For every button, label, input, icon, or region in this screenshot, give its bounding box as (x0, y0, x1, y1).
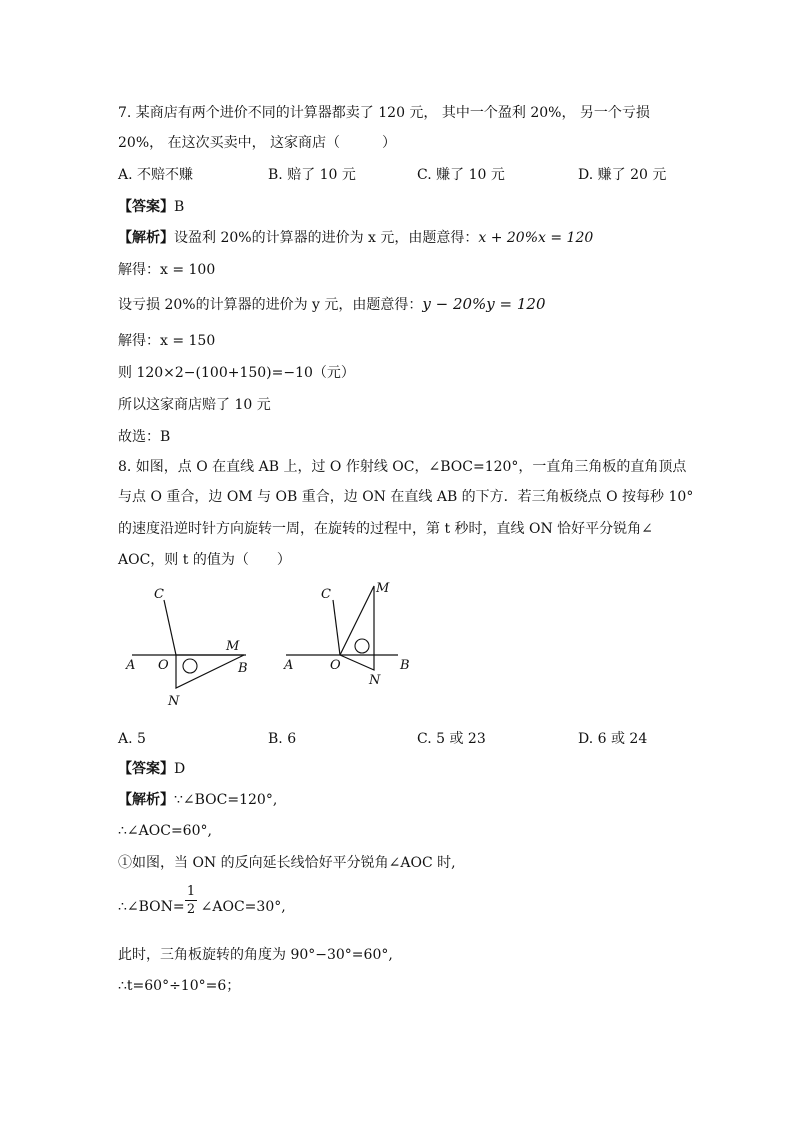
equation: y − 20%y = 120 (422, 295, 546, 313)
answer-value: D (174, 761, 186, 777)
label-b: B (238, 661, 248, 676)
q7-option-c: C. 赚了 10 元 (417, 167, 505, 183)
answer-value: B (174, 199, 185, 215)
q8-option-b: B. 6 (268, 731, 297, 747)
answer-label: 【答案】 (118, 761, 174, 777)
q8-answer (118, 760, 185, 778)
q8-analysis-line3: ①如图，当 ON 的反向延长线恰好平分锐角∠AOC 时, (118, 855, 456, 871)
q7-analysis-line1 (118, 229, 593, 247)
answer-label: 【答案】 (118, 199, 174, 215)
fraction (185, 884, 197, 917)
q7-answer (118, 198, 184, 216)
label-b: B (400, 658, 410, 673)
label-a: A (126, 658, 136, 673)
label-a: A (284, 658, 294, 673)
label-c: C (154, 587, 164, 602)
q7-analysis-line5: 则 120×2−(100+150)=−10（元） (118, 365, 355, 381)
q7-analysis-line2: 解得：x = 100 (118, 262, 216, 278)
label-o: O (330, 658, 341, 673)
q7-option-a: A. 不赔不赚 (118, 167, 194, 183)
analysis-text: 设盈利 20%的计算器的进价为 x 元，由题意得： (174, 230, 479, 246)
analysis-text: ∴∠BON= (118, 899, 185, 915)
label-m: M (376, 581, 390, 596)
q8-figure-1 (118, 578, 278, 713)
q8-stem-line2: 与点 O 重合，边 OM 与 OB 重合，边 ON 在直线 AB 的下方．若三角板绕点 O 按每秒 10° (118, 489, 694, 505)
q8-analysis-line4 (118, 898, 286, 916)
analysis-text: ∠AOC=30°, (200, 899, 286, 915)
analysis-label: 【解析】 (118, 230, 174, 246)
q8-analysis-line1 (118, 791, 277, 809)
q8-option-a: A. 5 (118, 731, 146, 747)
label-c: C (321, 587, 331, 602)
q8-analysis-line2: ∴∠AOC=60°, (118, 823, 212, 839)
q8-option-d: D. 6 或 24 (578, 731, 648, 747)
triangle-hole (355, 639, 369, 653)
q7-analysis-line4: 解得：x = 150 (118, 333, 216, 349)
q8-analysis-line5: 此时，三角板旋转的角度为 90°−30°=60°, (118, 947, 393, 963)
ray-oc (164, 600, 176, 655)
ray-oc (333, 600, 340, 655)
analysis-text: 设亏损 20%的计算器的进价为 y 元，由题意得： (118, 297, 423, 313)
triangle-board (340, 586, 374, 670)
analysis-label: 【解析】 (118, 792, 174, 808)
triangle-hole (183, 659, 197, 673)
fraction-bar (185, 900, 197, 901)
q8-stem-line4: AOC，则 t 的值为（ ） (118, 552, 291, 568)
q8-stem-line1: 8. 如图，点 O 在直线 AB 上，过 O 作射线 OC，∠BOC=120°，一直角三角板的直角顶点 (118, 459, 687, 475)
q8-analysis-line6: ∴t=60°÷10°=6； (118, 978, 241, 994)
q7-stem-line1: 7. 某商店有两个进价不同的计算器都卖了 120 元， 其中一个盈利 20%， 另一个亏损 (118, 105, 650, 121)
label-n: N (369, 673, 381, 688)
q7-option-d: D. 赚了 20 元 (578, 167, 667, 183)
label-m: M (226, 639, 240, 654)
q8-option-c: C. 5 或 23 (417, 731, 486, 747)
label-n: N (168, 694, 180, 709)
analysis-text: ∵∠BOC=120°, (174, 792, 278, 808)
q7-option-b: B. 赔了 10 元 (268, 167, 356, 183)
q8-stem-line3: 的速度沿逆时针方向旋转一周，在旋转的过程中，第 t 秒时，直线 ON 恰好平分锐角∠ (118, 521, 653, 537)
q7-analysis-line3 (118, 295, 546, 314)
q7-analysis-line7: 故选：B (118, 429, 171, 445)
fraction-denominator: 2 (186, 902, 196, 917)
label-o: O (158, 658, 169, 673)
q8-figure-2 (278, 578, 438, 713)
fraction-numerator: 1 (186, 884, 196, 899)
q7-analysis-line6: 所以这家商店赔了 10 元 (118, 397, 271, 413)
equation: x + 20%x = 120 (478, 230, 594, 246)
q7-stem-line2: 20%， 在这次买卖中， 这家商店（ ） (118, 135, 397, 151)
